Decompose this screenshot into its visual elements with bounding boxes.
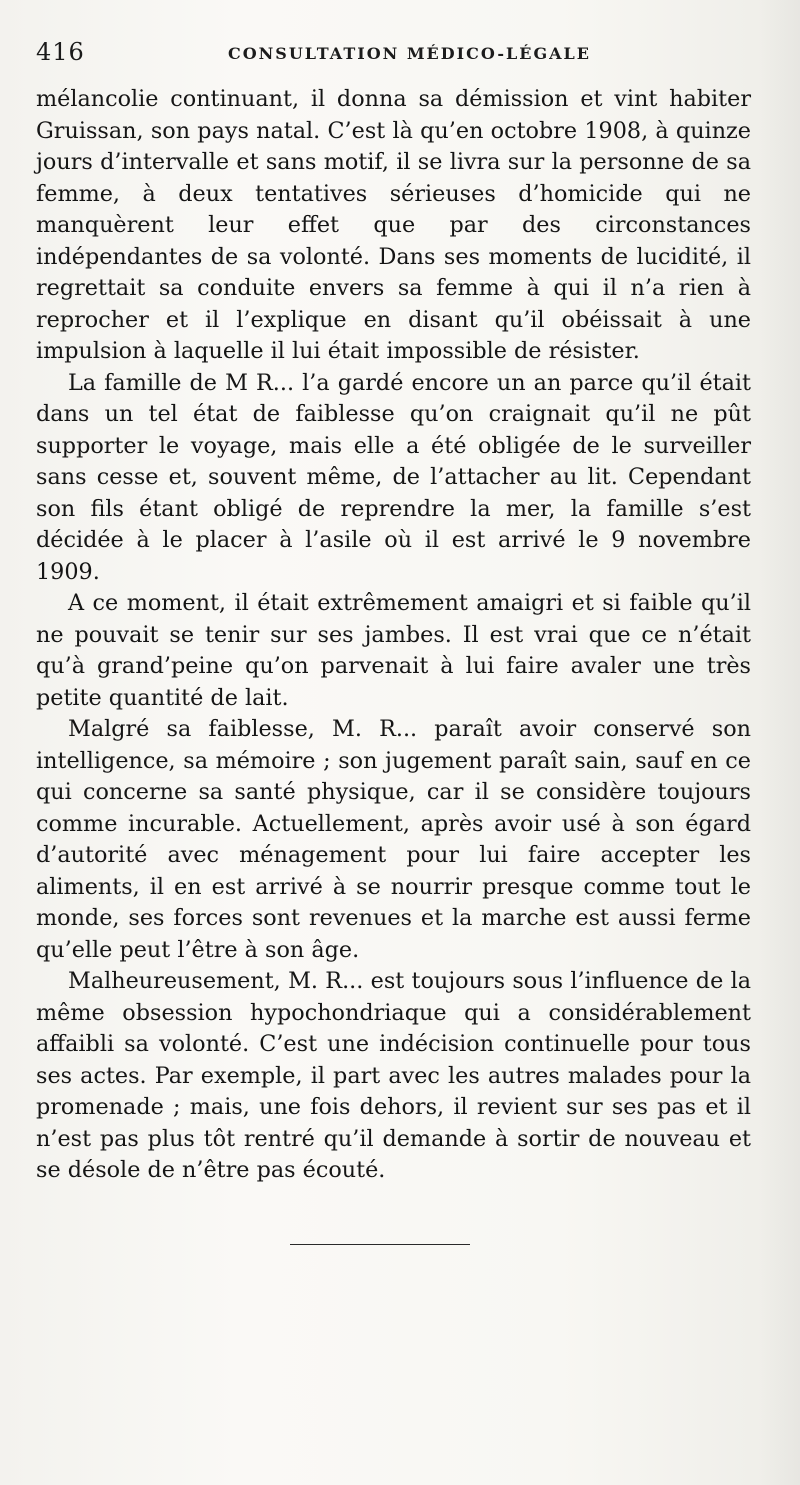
- page-header: [36, 38, 596, 78]
- paragraph-1: mélancolie continuant, il donna sa démission et vint habiter Gruissan, son pays natal. C’est là qu’en octobre 1908, à quinze jours d’intervalle et sans motif, il se livra sur la personne de sa femme, à deux tentatives sérieuses d’homicide qui ne manquèrent leur effet que par des circonstances indépendantes de sa volonté. Dans ses moments de lucidité, il regrettait sa conduite envers sa femme à qui il n’a rien à reprocher et il l’explique en disant qu’il obéissait à une impulsion à laquelle il lui était impossible de résister.: [36, 86, 751, 364]
- section-divider-rule: [290, 1244, 470, 1245]
- paragraph-4: Malgré sa faiblesse, M. R... paraît avoir conservé son intelligence, sa mémoire ; son jugement paraît sain, sauf en ce qui concerne sa santé physique, car il se considère toujours comme incurable. Actuellement, après avoir usé à son égard d’autorité avec ménagement pour lui faire accepter les aliments, il en est arrivé à se nourrir presque comme tout le monde, ses forces sont revenues et la marche est aussi ferme qu’elle peut l’être à son âge.: [36, 716, 751, 963]
- running-head: CONSULTATION MÉDICO-LÉGALE: [228, 44, 591, 63]
- body-text: [36, 84, 751, 1187]
- page-edge-shadow: [760, 0, 800, 1485]
- paragraph-2: La famille de M R... l’a gardé encore un an parce qu’il était dans un tel état de faiblesse qu’on craignait qu’il ne pût supporter le voyage, mais elle a été obligée de le surveiller sans cesse et, souvent même, de l’attacher au lit. Cependant son fils étant obligé de reprendre la mer, la famille s’est décidée à le placer à l’asile où il est arrivé le 9 novembre 1909.: [36, 369, 751, 585]
- paragraph-3: A ce moment, il était extrêmement amaigri et si faible qu’il ne pouvait se tenir sur ses jambes. Il est vrai que ce n’était qu’à grand’peine qu’on parvenait à lui faire avaler une très petite quantité de lait.: [36, 590, 751, 711]
- paragraph-5: Malheureusement, M. R... est toujours sous l’influence de la même obsession hypochondriaque qui a considérablement affaibli sa volonté. C’est une indécision continuelle pour tous ses actes. Par exemple, il part avec les autres malades pour la promenade ; mais, une fois dehors, il revient sur ses pas et il n’est pas plus tôt rentré qu’il demande à sortir de nouveau et se désole de n’être pas écouté.: [36, 968, 751, 1183]
- page-number: 416: [36, 38, 85, 66]
